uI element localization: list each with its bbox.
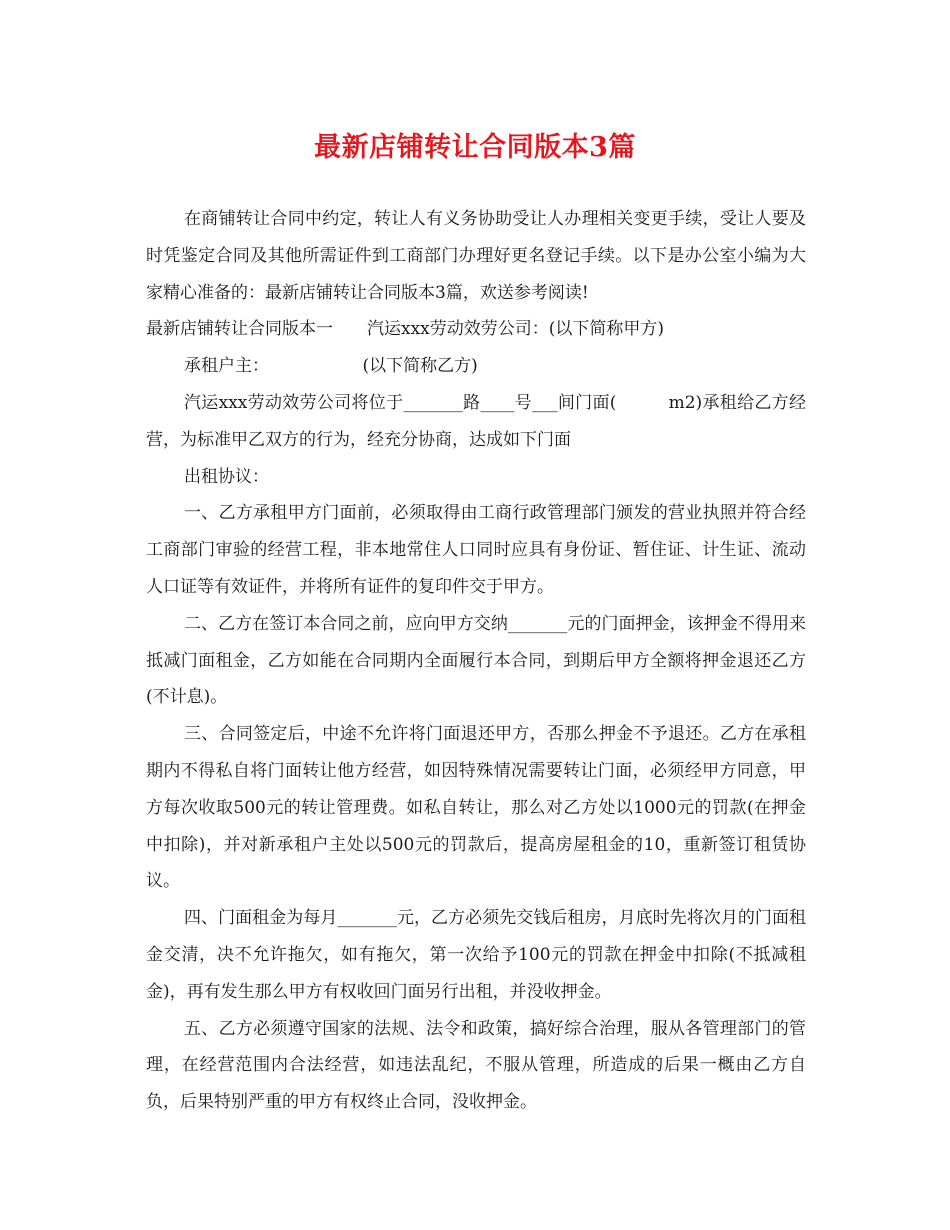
contract-heading-line: 最新店铺转让合同版本一 汽运xxx劳动效劳公司：(以下简称甲方): [146, 319, 665, 340]
clause-2: 二、乙方在签订本合同之前，应向甲方交纳_______元的门面押金，该押金不得用来抵减门面租金，乙方如能在合同期内全面履行本合同，到期后甲方全额将押金退还乙方(不计息)。: [146, 613, 806, 708]
clause-3: 三、合同签定后，中途不允许将门面退还甲方，否那么押金不予退还。乙方在承租期内不得私自将门面转让他方经营，如因特殊情况需要转让门面，必须经甲方同意，甲方每次收取500元的转让管理费。如私自转让，那么对乙方处以1000元的罚款(在押金中扣除)，并对新承租户主处以500元的罚款后，提高房屋租金的10，重新签订租赁协议。: [146, 724, 806, 892]
document-title: 最新店铺转让合同版本3篇: [314, 132, 636, 163]
clause-4: 四、门面租金为每月_______元，乙方必须先交钱后租房，月底时先将次月的门面租金交清，决不允许拖欠，如有拖欠，第一次给予100元的罚款在押金中扣除(不抵减租金)，再有发生那么甲方有权收回门面另行出租，并没收押金。: [146, 908, 806, 1002]
tenant-line: 承租户主： (以下简称乙方): [184, 356, 478, 377]
intro-paragraph: 在商铺转让合同中约定，转让人有义务协助受让人办理相关变更手续，受让人要及时凭鉴定合同及其他所需证件到工商部门办理好更名登记手续。以下是办公室小编为大家精心准备的：最新店铺转让合同版本3篇，欢送参考阅读!: [146, 209, 806, 303]
agreement-label: 出租协议：: [184, 466, 269, 487]
document-body: [146, 201, 806, 1121]
clause-1: 一、乙方承租甲方门面前，必须取得由工商行政管理部门颁发的营业执照并符合经工商部门审验的经营工程，非本地常住人口同时应具有身份证、暂住证、计生证、流动人口证等有效证件，并将所有证件的复印件交于甲方。: [146, 503, 806, 597]
clause-5: 五、乙方必须遵守国家的法规、法令和政策，搞好综合治理，服从各管理部门的管理，在经营范围内合法经营，如违法乱纪，不服从管理，所造成的后果一概由乙方自负，后果特别严重的甲方有权终止合同，没收押金。: [146, 1018, 806, 1113]
lease-premise-paragraph: 汽运xxx劳动效劳公司将位于_______路____号___间门面( m2)承租给乙方经营，为标准甲乙双方的行为，经充分协商，达成如下门面: [146, 392, 806, 450]
